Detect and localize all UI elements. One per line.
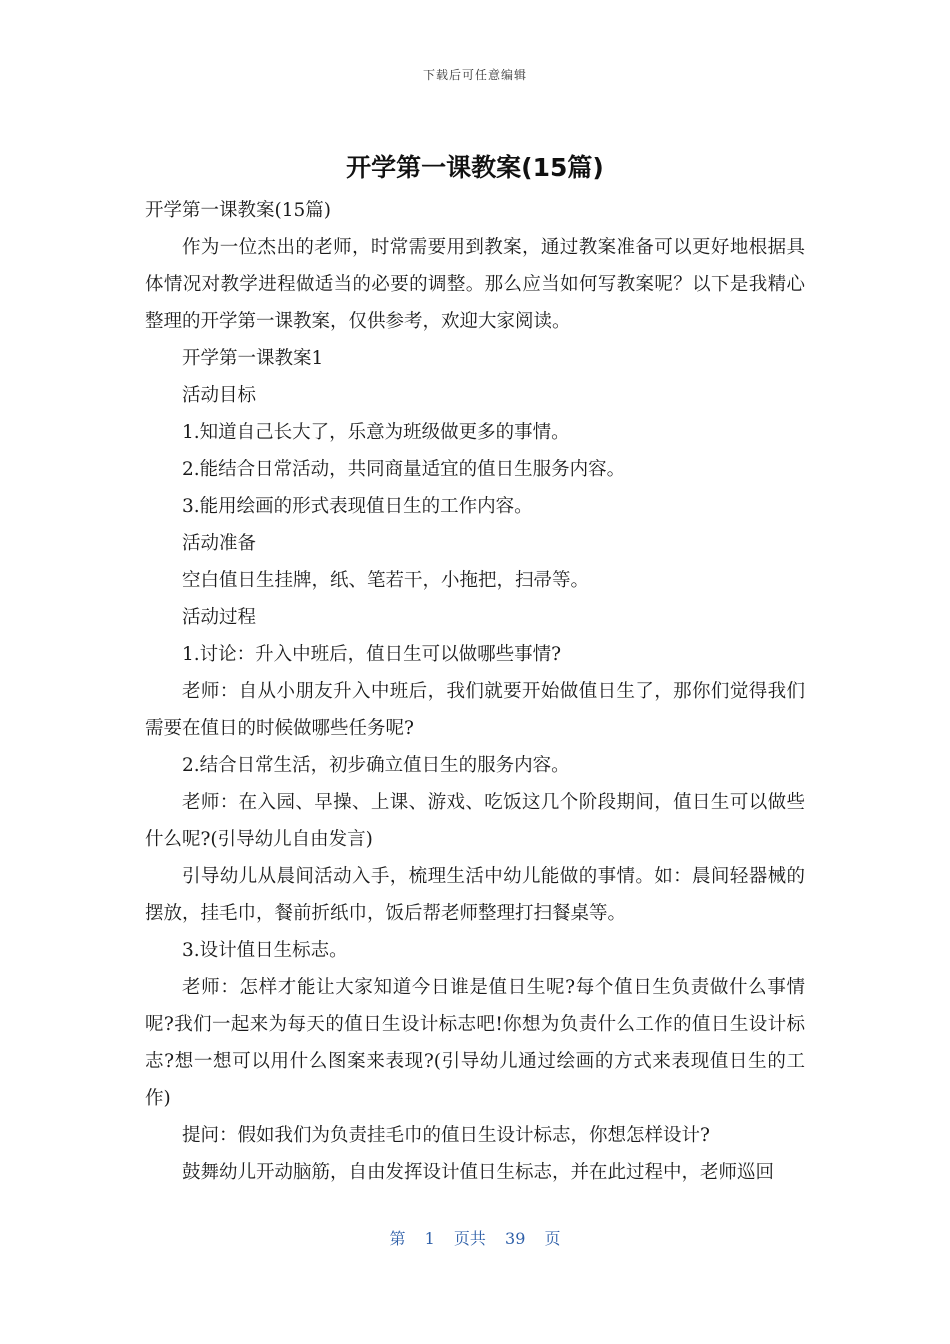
paragraph: 作为一位杰出的老师，时常需要用到教案，通过教案准备可以更好地根据具体情况对教学进程做适当的必要的调整。那么应当如何写教案呢？以下是我精心整理的开学第一课教案，仅供参考，欢迎大家阅读。 <box>145 237 805 332</box>
document-title: 开学第一课教案(15篇) <box>346 153 604 182</box>
paragraph: 鼓舞幼儿开动脑筋，自由发挥设计值日生标志，并在此过程中，老师巡回 <box>182 1162 775 1183</box>
paragraph: 引导幼儿从晨间活动入手，梳理生活中幼儿能做的事情。如：晨间轻器械的摆放，挂毛巾，餐前折纸巾，饭后帮老师整理打扫餐桌等。 <box>145 866 805 924</box>
paragraph: 活动目标 <box>182 385 257 406</box>
paragraph: 老师：怎样才能让大家知道今日谁是值日生呢?每个值日生负责做什么事情呢?我们一起来为每天的值日生设计标志吧!你想为负责什么工作的值日生设计标志?想一想可以用什么图案来表现?(引导幼儿通过绘画的方式来表现值日生的工作) <box>145 977 805 1109</box>
header-note: 下载后可任意编辑 <box>422 68 527 82</box>
footer-suffix: 页 <box>544 1229 561 1248</box>
paragraph: 1.讨论：升入中班后，值日生可以做哪些事情? <box>182 644 562 665</box>
paragraph: 空白值日生挂牌，纸、笔若干，小拖把，扫帚等。 <box>182 570 590 591</box>
footer-middle: 页共 <box>453 1229 486 1248</box>
page-footer <box>0 1226 950 1249</box>
paragraph: 2.结合日常生活，初步确立值日生的服务内容。 <box>182 755 570 776</box>
footer-total-pages: 39 <box>505 1229 526 1248</box>
paragraph: 活动准备 <box>182 533 257 554</box>
paragraph: 3.设计值日生标志。 <box>182 940 348 961</box>
paragraph: 1.知道自己长大了，乐意为班级做更多的事情。 <box>182 422 570 443</box>
paragraph: 活动过程 <box>182 607 257 628</box>
paragraph: 老师：在入园、早操、上课、游戏、吃饭这几个阶段期间，值日生可以做些什么呢?(引导幼儿自由发言) <box>145 792 805 850</box>
paragraph: 开学第一课教案(15篇) <box>145 200 331 221</box>
paragraph: 老师：自从小朋友升入中班后，我们就要开始做值日生了，那你们觉得我们需要在值日的时候做哪些任务呢? <box>145 681 805 739</box>
document-body <box>145 192 805 1191</box>
paragraph: 提问：假如我们为负责挂毛巾的值日生设计标志，你想怎样设计? <box>182 1125 710 1146</box>
paragraph: 3.能用绘画的形式表现值日生的工作内容。 <box>182 496 533 517</box>
paragraph: 2.能结合日常活动，共同商量适宜的值日生服务内容。 <box>182 459 626 480</box>
footer-prefix: 第 <box>389 1229 406 1248</box>
paragraph: 开学第一课教案1 <box>182 348 324 369</box>
footer-current-page: 1 <box>424 1229 435 1248</box>
